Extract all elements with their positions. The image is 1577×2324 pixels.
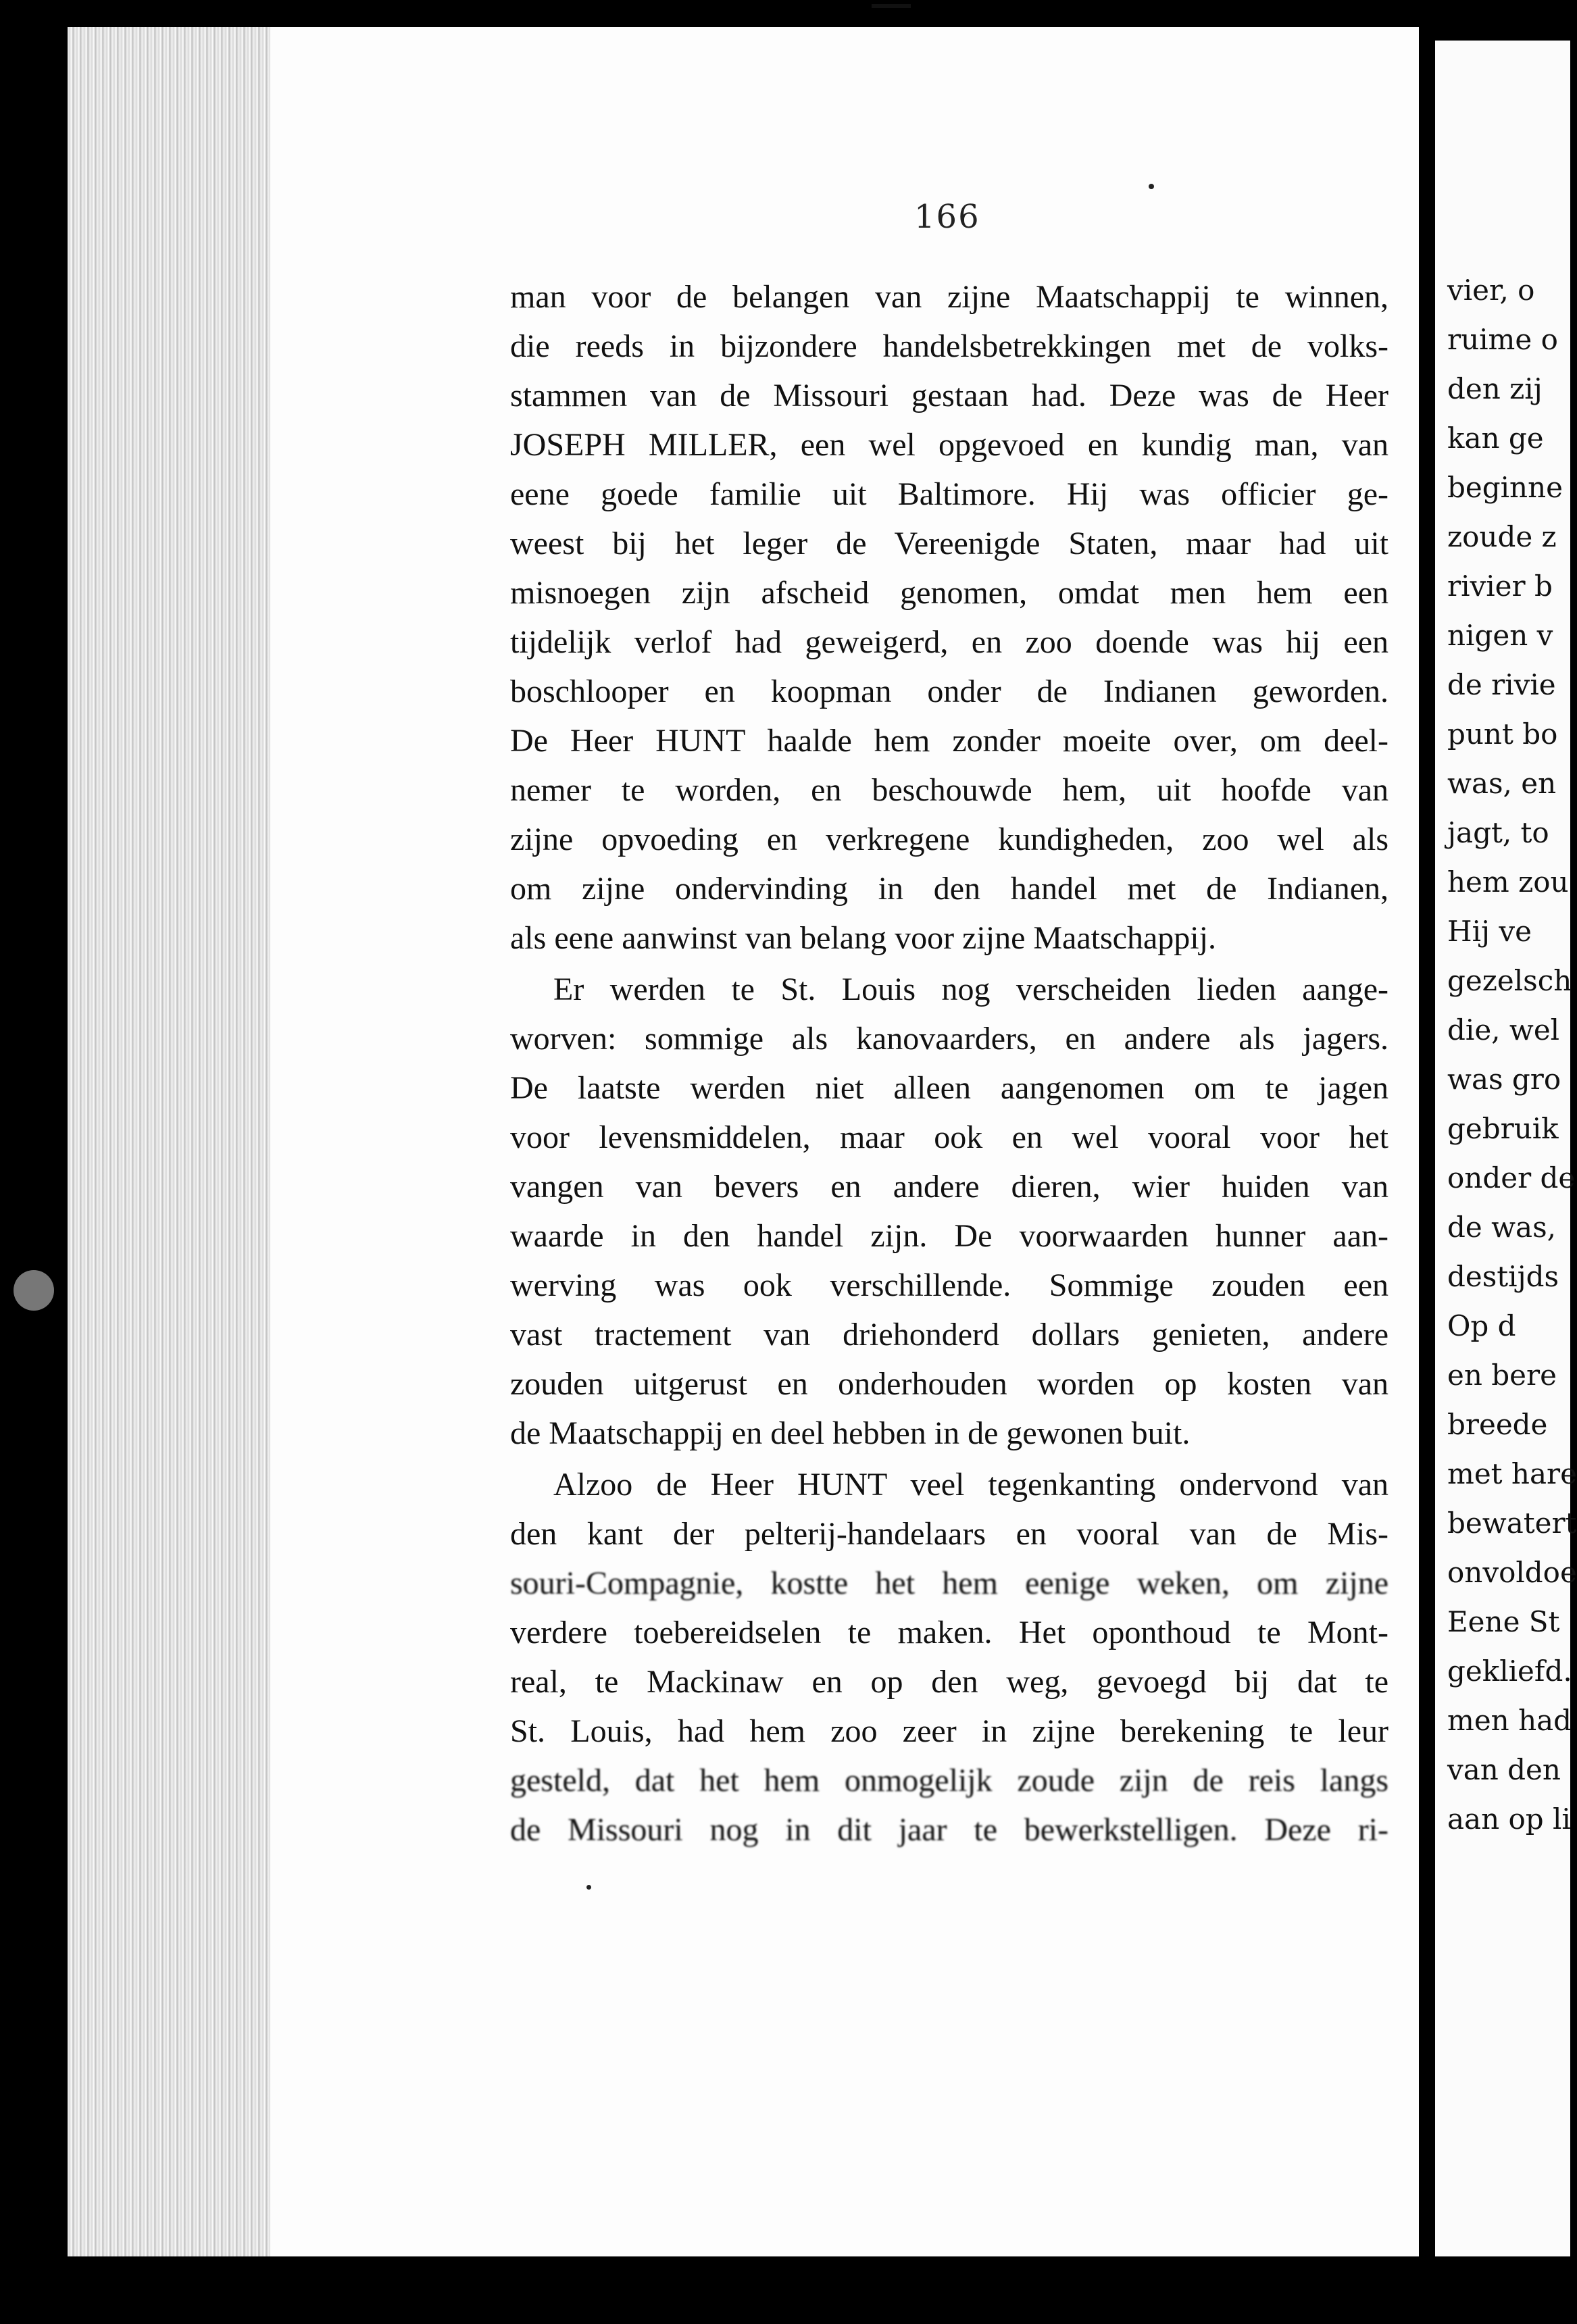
text-line: kan ge	[1447, 422, 1544, 455]
text-line: was gro	[1447, 1063, 1561, 1096]
text-line: tijdelijk verlof had geweigerd, en zoo doende was hij een	[510, 624, 1388, 660]
text-line: onvoldoe	[1447, 1556, 1577, 1589]
text-line: waarde in den handel zijn. De voorwaarden hunner aan-	[510, 1218, 1388, 1254]
text-line: JOSEPH MILLER, een wel opgevoed en kundig man, van	[510, 427, 1388, 463]
text-line: was, en	[1447, 767, 1557, 800]
text-line: gekliefd.	[1447, 1654, 1572, 1688]
text-line: gesteld, dat het hem onmogelijk zoude zijn de reis langs	[510, 1763, 1388, 1798]
text-line: punt bo	[1447, 717, 1558, 751]
text-line: zijne opvoeding en verkregene kundigheden, zoo wel als	[510, 822, 1388, 857]
text-line: vast tractement van driehonderd dollars genieten, andere	[510, 1317, 1388, 1353]
text-line: verdere toebereidselen te maken. Het oponthoud te Mont-	[510, 1615, 1388, 1650]
text-line: misnoegen zijn afscheid genomen, omdat men hem een	[510, 575, 1388, 611]
text-line: De Heer HUNT haalde hem zonder moeite over, om deel-	[510, 723, 1388, 759]
scan-speck	[1149, 184, 1154, 189]
text-line: voor levensmiddelen, maar ook en wel vooral voor het	[510, 1119, 1388, 1155]
text-line: die, wel	[1447, 1013, 1560, 1046]
text-line: ruime o	[1447, 323, 1558, 356]
text-line: vangen van bevers en andere dieren, wier huiden van	[510, 1169, 1388, 1205]
text-line: man voor de belangen van zijne Maatschappij te winnen,	[510, 279, 1388, 315]
text-line: rivier b	[1447, 570, 1553, 603]
text-line: de Maatschappij en deel hebben in de gewonen buit.	[510, 1415, 1191, 1451]
text-line: eene goede familie uit Baltimore. Hij was officier ge-	[510, 476, 1388, 512]
text-line: de was,	[1447, 1211, 1556, 1244]
page-edge-stack	[68, 27, 270, 2256]
text-line: weest bij het leger de Vereenigde Staten, maar had uit	[510, 526, 1388, 561]
text-line: gezelsch	[1447, 964, 1572, 997]
text-line: men had	[1447, 1704, 1572, 1737]
text-line: breede	[1447, 1408, 1548, 1441]
text-line: souri-Compagnie, kostte het hem eenige weken, om zijne	[510, 1565, 1388, 1601]
text-line: Er werden te St. Louis nog verscheiden lieden aange-	[553, 971, 1388, 1007]
text-line: real, te Mackinaw en op den weg, gevoegd bij dat te	[510, 1664, 1388, 1700]
text-line: den kant der pelterij-handelaars en vooral van de Mis-	[510, 1516, 1388, 1552]
text-line: Eene St	[1447, 1605, 1560, 1638]
text-line: jagt, to	[1447, 816, 1549, 849]
text-line: hem zou	[1447, 865, 1569, 899]
scan-mark	[872, 4, 911, 8]
text-line: den zij	[1447, 372, 1543, 405]
text-line: Alzoo de Heer HUNT veel tegenkanting ondervond van	[553, 1467, 1388, 1502]
text-line: de rivie	[1447, 668, 1556, 701]
text-line: werving was ook verschillende. Sommige zouden een	[510, 1267, 1388, 1303]
text-line: beginne	[1447, 471, 1563, 504]
text-line: die reeds in bijzondere handelsbetrekkingen met de volks-	[510, 328, 1388, 364]
text-line: Op d	[1447, 1309, 1516, 1342]
text-line: bewatert	[1447, 1507, 1577, 1540]
scan-speck	[14, 1270, 54, 1311]
text-line: de Missouri nog in dit jaar te bewerkstelligen. Deze ri-	[510, 1812, 1388, 1848]
text-line: zouden uitgerust en onderhouden worden op kosten van	[510, 1366, 1388, 1402]
text-line: stammen van de Missouri gestaan had. Deze was de Heer	[510, 378, 1388, 413]
text-line: om zijne ondervinding in den handel met de Indianen,	[510, 871, 1388, 907]
page-gutter	[1419, 27, 1435, 2256]
text-line: worven: sommige als kanovaarders, en andere als jagers.	[510, 1021, 1388, 1057]
text-line: St. Louis, had hem zoo zeer in zijne berekening te leur	[510, 1713, 1388, 1749]
text-line: De laatste werden niet alleen aangenomen om te jagen	[510, 1070, 1388, 1106]
text-line: destijds	[1447, 1260, 1559, 1293]
text-line: gebruik	[1447, 1112, 1559, 1145]
text-line: nigen v	[1447, 619, 1553, 652]
text-line: vier, o	[1447, 274, 1535, 307]
text-line: nemer te worden, en beschouwde hem, uit hoofde van	[510, 772, 1388, 808]
text-line: en bere	[1447, 1359, 1557, 1392]
text-line: onder de	[1447, 1161, 1576, 1194]
text-line: van den	[1447, 1753, 1561, 1786]
right-page-fragment	[1435, 41, 1577, 2256]
text-line: Hij ve	[1447, 915, 1532, 948]
text-line: aan op li	[1447, 1802, 1571, 1836]
text-line: zoude z	[1447, 520, 1557, 553]
text-line: boschlooper en koopman onder de Indianen geworden.	[510, 674, 1388, 709]
text-line: met hare	[1447, 1457, 1577, 1490]
page-number: 166	[914, 198, 980, 236]
scan-speck	[586, 1885, 591, 1890]
text-line: als eene aanwinst van belang voor zijne Maatschappij.	[510, 920, 1216, 956]
